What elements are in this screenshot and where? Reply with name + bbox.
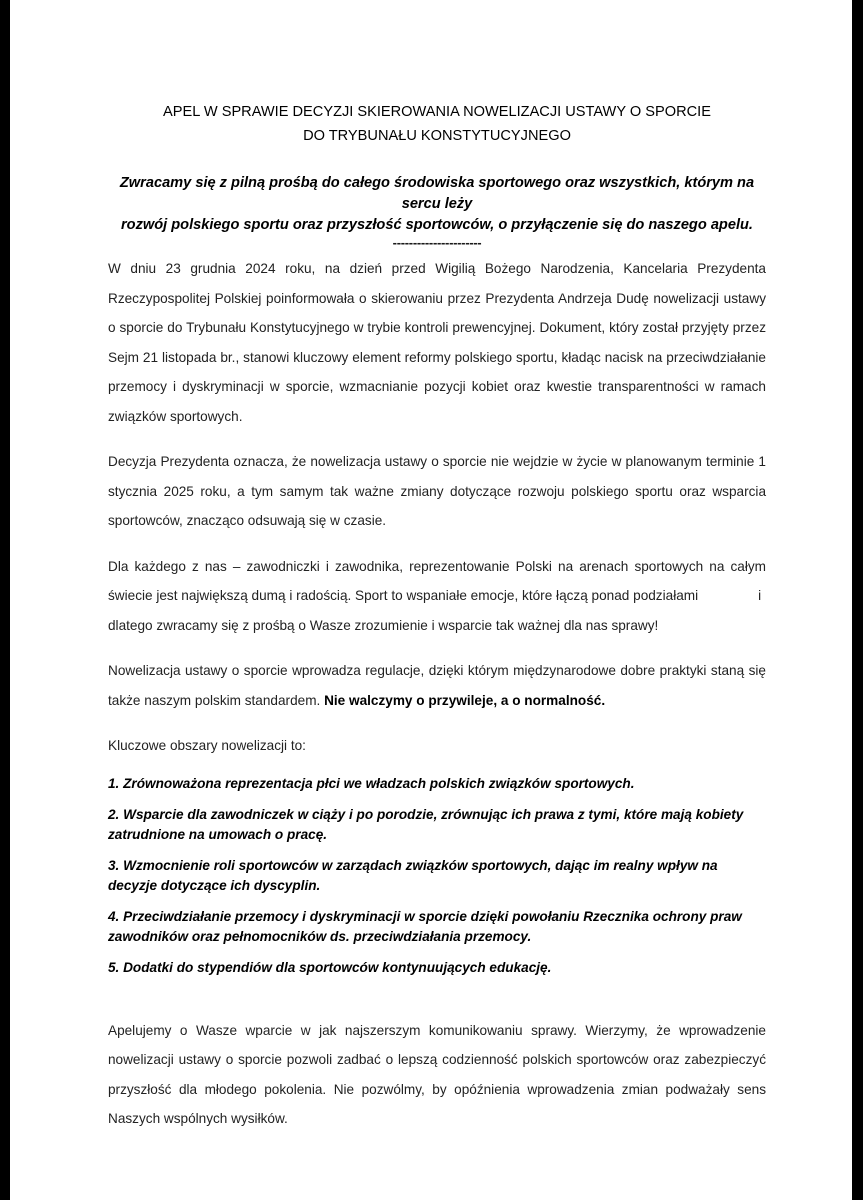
- list-item-4: 4. Przeciwdziałanie przemocy i dyskryminacji w sporcie dzięki powołaniu Rzecznika ochrony praw zawodników oraz pełnomocników ds. przeciwdziałania przemocy.: [108, 908, 742, 944]
- paragraph-2: Decyzja Prezydenta oznacza, że nowelizacja ustawy o sporcie nie wejdzie w życie w planowanym terminie 1 stycznia 2025 roku, a tym samym tak ważne zmiany dotyczące rozwoju polskiego sportu oraz wsparcia sportowców, znacząco odsuwają się w czasie.: [108, 454, 766, 528]
- list-item-1: 1. Zrównoważona reprezentacja płci we władzach polskich związków sportowych.: [108, 775, 635, 791]
- paragraph-4-text: Nowelizacja ustawy o sporcie wprowadza regulacje, dzięki którym międzynarodowe dobre praktyki staną się także naszym polskim standardem.: [108, 663, 766, 708]
- paragraph-3-text: Dla każdego z nas – zawodniczki i zawodnika, reprezentowanie Polski na arenach sportowych na całym świecie jest największą dumą i radością. Sport to wspaniałe emocje, które łączą ponad podziałami: [108, 558, 766, 603]
- list-item-5: 5. Dodatki do stypendiów dla sportowców kontynuujących edukację.: [108, 959, 552, 975]
- paragraph-4-bold: Nie walczymy o przywileje, a o normalność.: [324, 692, 606, 708]
- subtitle: [108, 173, 766, 236]
- subtitle-line-2: rozwój polskiego sportu oraz przyszłość sportowców, o przyłączenie się do naszego apelu.: [121, 217, 753, 233]
- paragraph-3-trail: i: [758, 588, 762, 603]
- paragraph-1: W dniu 23 grudnia 2024 roku, na dzień przed Wigilią Bożego Narodzenia, Kancelaria Prezydenta Rzeczypospolitej Polskiej poinformowała o skierowaniu przez Prezydenta Andrzeja Dudę nowelizacji ustawy o sporcie do Trybunału Konstytucyjnego w trybie kontroli prewencyjnej. Dokument, który został przyjęty przez Sejm 21 listopada br., stanowi kluczowy element reformy polskiego sportu, kładąc nacisk na przeciwdziałanie przemocy i dyskryminacji w sporcie, wzmacnianie pozycji kobiet oraz kwestie transparentności w ramach związków sportowych.: [108, 261, 766, 424]
- separator: ----------------------: [392, 235, 482, 250]
- closing-paragraph: Apelujemy o Wasze wparcie w jak najszerszym komunikowaniu sprawy. Wierzymy, że wprowadzenie nowelizacji ustawy o sporcie pozwoli zadbać o lepszą codzienność polskich sportowców oraz zabezpieczyć przyszłość dla młodego pokolenia. Nie pozwólmy, by opóźnienia wprowadzenia zmian podważały sens Naszych wspólnych wysiłków.: [108, 1022, 766, 1126]
- document-content: [108, 100, 766, 1134]
- paragraph-3: [108, 552, 766, 641]
- subtitle-line-1: Zwracamy się z pilną prośbą do całego środowiska sportowego oraz wszystkich, którym na sercu leży: [119, 175, 755, 212]
- document-page: [10, 0, 852, 1200]
- title-line-2: DO TRYBUNAŁU KONSTYTUCYJNEGO: [303, 128, 571, 144]
- list-item-2: 2. Wsparcie dla zawodniczek w ciąży i po porodzie, zrównując ich prawa z tymi, które mają kobiety zatrudnione na umowach o pracę.: [108, 806, 744, 842]
- paragraph-4: [108, 656, 766, 715]
- list-intro: Kluczowe obszary nowelizacji to:: [108, 738, 306, 753]
- paragraph-3-line-3: dlatego zwracamy się z prośbą o Wasze zrozumienie i wsparcie tak ważnej dla nas sprawy!: [108, 617, 659, 633]
- title-line-1: APEL W SPRAWIE DECYZJI SKIEROWANIA NOWELIZACJI USTAWY O SPORCIE: [163, 104, 711, 120]
- list-item-3: 3. Wzmocnienie roli sportowców w zarządach związków sportowych, dając im realny wpływ na decyzje dotyczące ich dyscyplin.: [108, 857, 718, 893]
